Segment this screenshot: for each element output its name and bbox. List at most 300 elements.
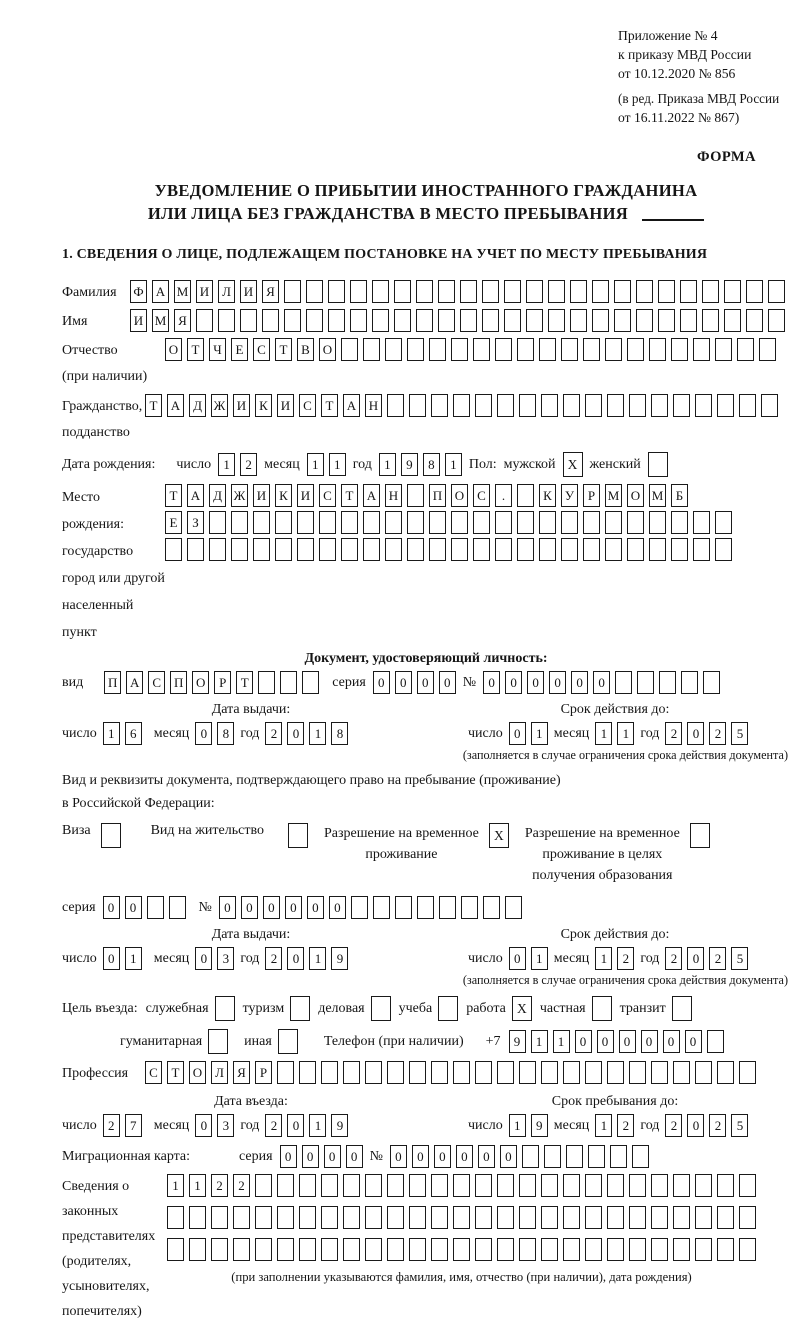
char-box: 1 [595, 947, 612, 970]
char-box: 0 [390, 1145, 407, 1168]
char-box [167, 1206, 184, 1229]
char-box [475, 1061, 492, 1084]
option-temp-permit-label [324, 823, 479, 865]
char-box [605, 338, 622, 361]
appendix-line-3: от 10.12.2020 № 856 [618, 66, 736, 81]
char-box: Л [211, 1061, 228, 1084]
stay-month-label: месяц [553, 1117, 590, 1133]
char-box [695, 1238, 712, 1261]
purpose-official-label: служебная [145, 1000, 209, 1016]
char-box [497, 394, 514, 417]
option-residence-permit [151, 823, 308, 848]
char-box [302, 671, 319, 694]
page-title-line-1: УВЕДОМЛЕНИЕ О ПРИБЫТИИ ИНОСТРАННОГО ГРАЖДАНИНА [154, 181, 698, 200]
purpose-work-label: работа [466, 1000, 506, 1016]
char-box [438, 280, 455, 303]
char-box: 3 [217, 1114, 234, 1137]
identity-expiry-note: (заполняется в случае ограничения срока действия документа) [462, 748, 788, 762]
char-box: 0 [641, 1030, 658, 1053]
char-box: 0 [241, 896, 258, 919]
form-label: ФОРМА [696, 149, 756, 165]
char-box [451, 538, 468, 561]
char-box [548, 309, 565, 332]
char-box: Т [341, 484, 358, 507]
char-box [585, 1061, 602, 1084]
char-box [673, 394, 690, 417]
migration-series-boxes [280, 1145, 363, 1168]
purpose-study-label: учеба [398, 1000, 433, 1016]
char-box [319, 538, 336, 561]
char-box [671, 538, 688, 561]
char-box: Д [209, 484, 226, 507]
char-box [438, 309, 455, 332]
page-title-line-2 [62, 202, 790, 225]
char-box [651, 1061, 668, 1084]
purpose-other-label: иная [244, 1033, 272, 1049]
purpose-study [399, 996, 459, 1021]
char-box [695, 1174, 712, 1197]
char-box [439, 896, 456, 919]
purpose-transit [620, 996, 692, 1021]
char-box: 0 [619, 1030, 636, 1053]
char-box [519, 1174, 536, 1197]
residence-expiry-year-boxes [665, 947, 748, 970]
representatives-right-col [167, 1174, 756, 1285]
patronymic-row [62, 338, 790, 390]
identity-kind-label: вид [62, 674, 84, 690]
char-box [475, 1238, 492, 1261]
purpose-tourism [243, 996, 311, 1021]
birth-place-label-line1: Место рождения: [62, 490, 124, 532]
char-box [563, 1238, 580, 1261]
representatives-label-line6: попечителях) [62, 1304, 142, 1319]
char-box [288, 823, 308, 848]
char-box: 2 [240, 453, 257, 476]
char-box [702, 309, 719, 332]
char-box [717, 1238, 734, 1261]
citizenship-label [62, 394, 145, 446]
char-box: 0 [527, 671, 544, 694]
char-box [605, 538, 622, 561]
char-box: Т [275, 338, 292, 361]
char-box: А [126, 671, 143, 694]
purpose-work-checkbox [512, 996, 532, 1021]
option-temp-permit-edu-label-line2: проживание в целях [542, 847, 663, 862]
char-box [387, 1061, 404, 1084]
char-box: 0 [597, 1030, 614, 1053]
char-box [495, 338, 512, 361]
char-box [519, 1206, 536, 1229]
char-box: М [649, 484, 666, 507]
representatives-label-line4: (родителях, [62, 1254, 132, 1269]
char-box [614, 280, 631, 303]
char-box [724, 280, 741, 303]
identity-expiry-year-boxes [665, 722, 748, 745]
char-box [526, 280, 543, 303]
char-box [693, 511, 710, 534]
purpose-study-checkbox [438, 996, 458, 1021]
char-box [583, 538, 600, 561]
char-box [473, 338, 490, 361]
representatives-label-line3: представителях [62, 1229, 156, 1244]
surname-boxes [130, 280, 785, 303]
char-box [759, 338, 776, 361]
migration-card-label: Миграционная карта: [62, 1148, 191, 1164]
option-visa-checkbox [101, 823, 121, 848]
char-box [371, 996, 391, 1021]
char-box [517, 511, 534, 534]
char-box [209, 538, 226, 561]
char-box: С [148, 671, 165, 694]
char-box [306, 280, 323, 303]
char-box [395, 896, 412, 919]
birth-place-boxes-row2 [165, 511, 732, 534]
char-box [431, 1206, 448, 1229]
birth-place-boxes-row3 [165, 538, 732, 561]
char-box [717, 1174, 734, 1197]
option-residence-permit-label: Вид на жительство [150, 823, 264, 838]
char-box: И [130, 309, 147, 332]
identity-doc-heading: Документ, удостоверяющий личность: [304, 651, 548, 666]
char-box [255, 1238, 272, 1261]
char-box [387, 1174, 404, 1197]
char-box: У [561, 484, 578, 507]
purpose-transit-checkbox [672, 996, 692, 1021]
char-box: 1 [329, 453, 346, 476]
page-title [62, 179, 790, 225]
char-box [277, 1174, 294, 1197]
char-box [258, 671, 275, 694]
char-box [482, 280, 499, 303]
char-box [563, 1174, 580, 1197]
citizenship-label-line2: подданство [62, 425, 130, 440]
char-box: 8 [217, 722, 234, 745]
residence-expiry-col [440, 925, 790, 988]
sex-female-label: женский [589, 456, 641, 472]
char-box [695, 1206, 712, 1229]
char-box [373, 896, 390, 919]
char-box [253, 538, 270, 561]
char-box [585, 1174, 602, 1197]
char-box [321, 1238, 338, 1261]
char-box [409, 1238, 426, 1261]
char-box [453, 1206, 470, 1229]
char-box [541, 1061, 558, 1084]
char-box [409, 1061, 426, 1084]
char-box: 0 [456, 1145, 473, 1168]
char-box [363, 538, 380, 561]
char-box [583, 511, 600, 534]
patronymic-label-line2: (при наличии) [62, 369, 148, 384]
purpose-private [540, 996, 612, 1021]
char-box: 9 [509, 1030, 526, 1053]
char-box [673, 1174, 690, 1197]
char-box: А [187, 484, 204, 507]
option-temp-permit-edu-label-line1: Разрешение на временное [524, 826, 680, 841]
char-box [284, 309, 301, 332]
firstname-label: Имя [62, 314, 88, 329]
residence-series-row [62, 896, 790, 919]
char-box [658, 280, 675, 303]
purpose-business-label: деловая [318, 1000, 365, 1016]
char-box [739, 1238, 756, 1261]
char-box [541, 1238, 558, 1261]
char-box [585, 394, 602, 417]
char-box [658, 309, 675, 332]
char-box: А [152, 280, 169, 303]
char-box [385, 511, 402, 534]
char-box [690, 823, 710, 848]
char-box: И [240, 280, 257, 303]
birth-date-row [62, 452, 790, 477]
char-box [482, 309, 499, 332]
purpose-transit-label: транзит [619, 1000, 666, 1016]
char-box: И [233, 394, 250, 417]
birth-place-label-line3: город или другой [62, 571, 165, 586]
char-box [548, 280, 565, 303]
char-box [673, 1238, 690, 1261]
purpose-label: Цель въезда: [62, 1000, 138, 1016]
identity-issue-col [62, 700, 440, 763]
char-box: 8 [423, 453, 440, 476]
char-box [372, 280, 389, 303]
char-box: X [512, 996, 532, 1021]
char-box: 0 [412, 1145, 429, 1168]
char-box: 5 [731, 722, 748, 745]
char-box [328, 309, 345, 332]
char-box [651, 1238, 668, 1261]
char-box [592, 996, 612, 1021]
patronymic-label-line1: Отчество [62, 343, 118, 358]
char-box [539, 538, 556, 561]
expiry-month-label: месяц [553, 950, 590, 966]
birth-day-label: число [176, 456, 212, 472]
char-box: 1 [309, 1114, 326, 1137]
char-box: 9 [331, 947, 348, 970]
char-box: 1 [445, 453, 462, 476]
char-box [461, 896, 478, 919]
char-box [681, 671, 698, 694]
citizenship-row [62, 394, 790, 446]
stay-year-boxes [665, 1114, 748, 1137]
char-box [240, 309, 257, 332]
char-box [693, 538, 710, 561]
purpose-private-checkbox [592, 996, 612, 1021]
char-box: М [174, 280, 191, 303]
representatives-boxes-row1 [167, 1174, 756, 1197]
char-box: 0 [685, 1030, 702, 1053]
appendix-line-1: Приложение № 4 [618, 28, 718, 43]
char-box [187, 538, 204, 561]
char-box [715, 338, 732, 361]
char-box: О [319, 338, 336, 361]
identity-issue-dateline [62, 722, 440, 745]
birth-year-label: год [352, 456, 372, 472]
char-box: Н [385, 484, 402, 507]
char-box [504, 309, 521, 332]
char-box: 1 [531, 722, 548, 745]
char-box [672, 996, 692, 1021]
char-box [208, 1029, 228, 1054]
char-box [526, 309, 543, 332]
char-box: 0 [287, 722, 304, 745]
char-box [167, 1238, 184, 1261]
option-visa [62, 823, 121, 848]
char-box [695, 394, 712, 417]
char-box: 0 [478, 1145, 495, 1168]
page-title-line-2-text: ИЛИ ЛИЦА БЕЗ ГРАЖДАНСТВА В МЕСТО ПРЕБЫВАНИЯ [147, 204, 629, 223]
expiry-year-label: год [640, 725, 660, 741]
char-box [343, 1206, 360, 1229]
identity-doc-row [62, 671, 790, 694]
char-box: О [192, 671, 209, 694]
purpose-work [466, 996, 532, 1021]
char-box [607, 1061, 624, 1084]
char-box [350, 280, 367, 303]
char-box [570, 309, 587, 332]
char-box: К [275, 484, 292, 507]
birth-place-label [62, 484, 165, 646]
char-box: 0 [287, 1114, 304, 1137]
purpose-official [146, 996, 235, 1021]
stay-day-label: число [468, 1117, 503, 1133]
char-box [739, 1061, 756, 1084]
char-box: Б [671, 484, 688, 507]
char-box: К [255, 394, 272, 417]
char-box [607, 394, 624, 417]
char-box [284, 280, 301, 303]
firstname-row [62, 309, 790, 334]
char-box: Ж [231, 484, 248, 507]
char-box: Р [214, 671, 231, 694]
char-box [539, 338, 556, 361]
char-box: 0 [593, 671, 610, 694]
char-box: С [473, 484, 490, 507]
char-box [417, 896, 434, 919]
char-box: И [297, 484, 314, 507]
birth-month-label: месяц [264, 456, 300, 472]
purpose-other [244, 1029, 298, 1054]
char-box [275, 538, 292, 561]
char-box [746, 280, 763, 303]
char-box: 1 [189, 1174, 206, 1197]
char-box [209, 511, 226, 534]
representatives-boxes-row3 [167, 1238, 756, 1261]
entry-dateline [62, 1114, 440, 1137]
stay-until-col [440, 1092, 790, 1137]
char-box [278, 1029, 298, 1054]
representatives-label [62, 1174, 167, 1324]
char-box: Т [167, 1061, 184, 1084]
char-box [495, 538, 512, 561]
char-box: 2 [265, 722, 282, 745]
entry-day-label: число [62, 1117, 97, 1133]
char-box: 1 [595, 1114, 612, 1137]
residence-doc-options [62, 823, 790, 886]
char-box: 0 [687, 947, 704, 970]
issue-month-label: месяц [153, 725, 190, 741]
char-box [299, 1174, 316, 1197]
purpose-official-checkbox [215, 996, 235, 1021]
char-box [387, 1238, 404, 1261]
identity-dates-section [62, 700, 790, 763]
issue-year-label: год [240, 950, 260, 966]
char-box [189, 1238, 206, 1261]
char-box [299, 1238, 316, 1261]
purpose-row-2 [120, 1029, 790, 1054]
char-box [385, 338, 402, 361]
char-box [707, 1030, 724, 1053]
char-box [746, 309, 763, 332]
char-box [717, 1206, 734, 1229]
profession-boxes [145, 1061, 756, 1084]
char-box: Т [321, 394, 338, 417]
char-box [649, 338, 666, 361]
char-box [319, 511, 336, 534]
char-box [693, 338, 710, 361]
char-box [453, 1061, 470, 1084]
char-box: 0 [103, 947, 120, 970]
char-box [761, 394, 778, 417]
residence-expiry-title: Срок действия до: [560, 927, 670, 942]
char-box [614, 309, 631, 332]
char-box [695, 1061, 712, 1084]
char-box: 9 [401, 453, 418, 476]
char-box [544, 1145, 561, 1168]
char-box [703, 671, 720, 694]
residence-series-boxes [103, 896, 186, 919]
char-box: 6 [125, 722, 142, 745]
char-box: А [167, 394, 184, 417]
char-box [297, 511, 314, 534]
char-box [365, 1061, 382, 1084]
edition-line-2: от 16.11.2022 № 867) [618, 110, 740, 125]
char-box: 1 [617, 722, 634, 745]
representatives-note: (при заполнении указываются фамилия, имя, отчество (при наличии), дата рождения) [231, 1270, 692, 1284]
char-box [255, 1174, 272, 1197]
char-box: 0 [195, 1114, 212, 1137]
char-box [218, 309, 235, 332]
char-box: 0 [287, 947, 304, 970]
char-box [561, 511, 578, 534]
char-box [407, 484, 424, 507]
char-box [629, 1206, 646, 1229]
char-box [637, 671, 654, 694]
char-box: 0 [285, 896, 302, 919]
stay-year-label: год [640, 1117, 660, 1133]
char-box: 5 [731, 1114, 748, 1137]
char-box [629, 1061, 646, 1084]
option-temp-permit-checkbox [489, 823, 509, 848]
identity-issue-title: Дата выдачи: [211, 702, 291, 717]
residence-expiry-note: (заполняется в случае ограничения срока действия документа) [462, 973, 788, 987]
char-box [409, 1174, 426, 1197]
representatives-label-line1: Сведения о [62, 1179, 130, 1194]
char-box: Т [145, 394, 162, 417]
char-box [453, 1238, 470, 1261]
char-box [739, 1206, 756, 1229]
phone-boxes [509, 1030, 724, 1053]
residence-issue-day-boxes [103, 947, 142, 970]
char-box: О [451, 484, 468, 507]
char-box: М [605, 484, 622, 507]
representatives-label-line2: законных [62, 1204, 119, 1219]
char-box [453, 394, 470, 417]
residence-issue-year-boxes [265, 947, 348, 970]
char-box [519, 1061, 536, 1084]
residence-expiry-day-boxes [509, 947, 548, 970]
char-box [365, 1238, 382, 1261]
